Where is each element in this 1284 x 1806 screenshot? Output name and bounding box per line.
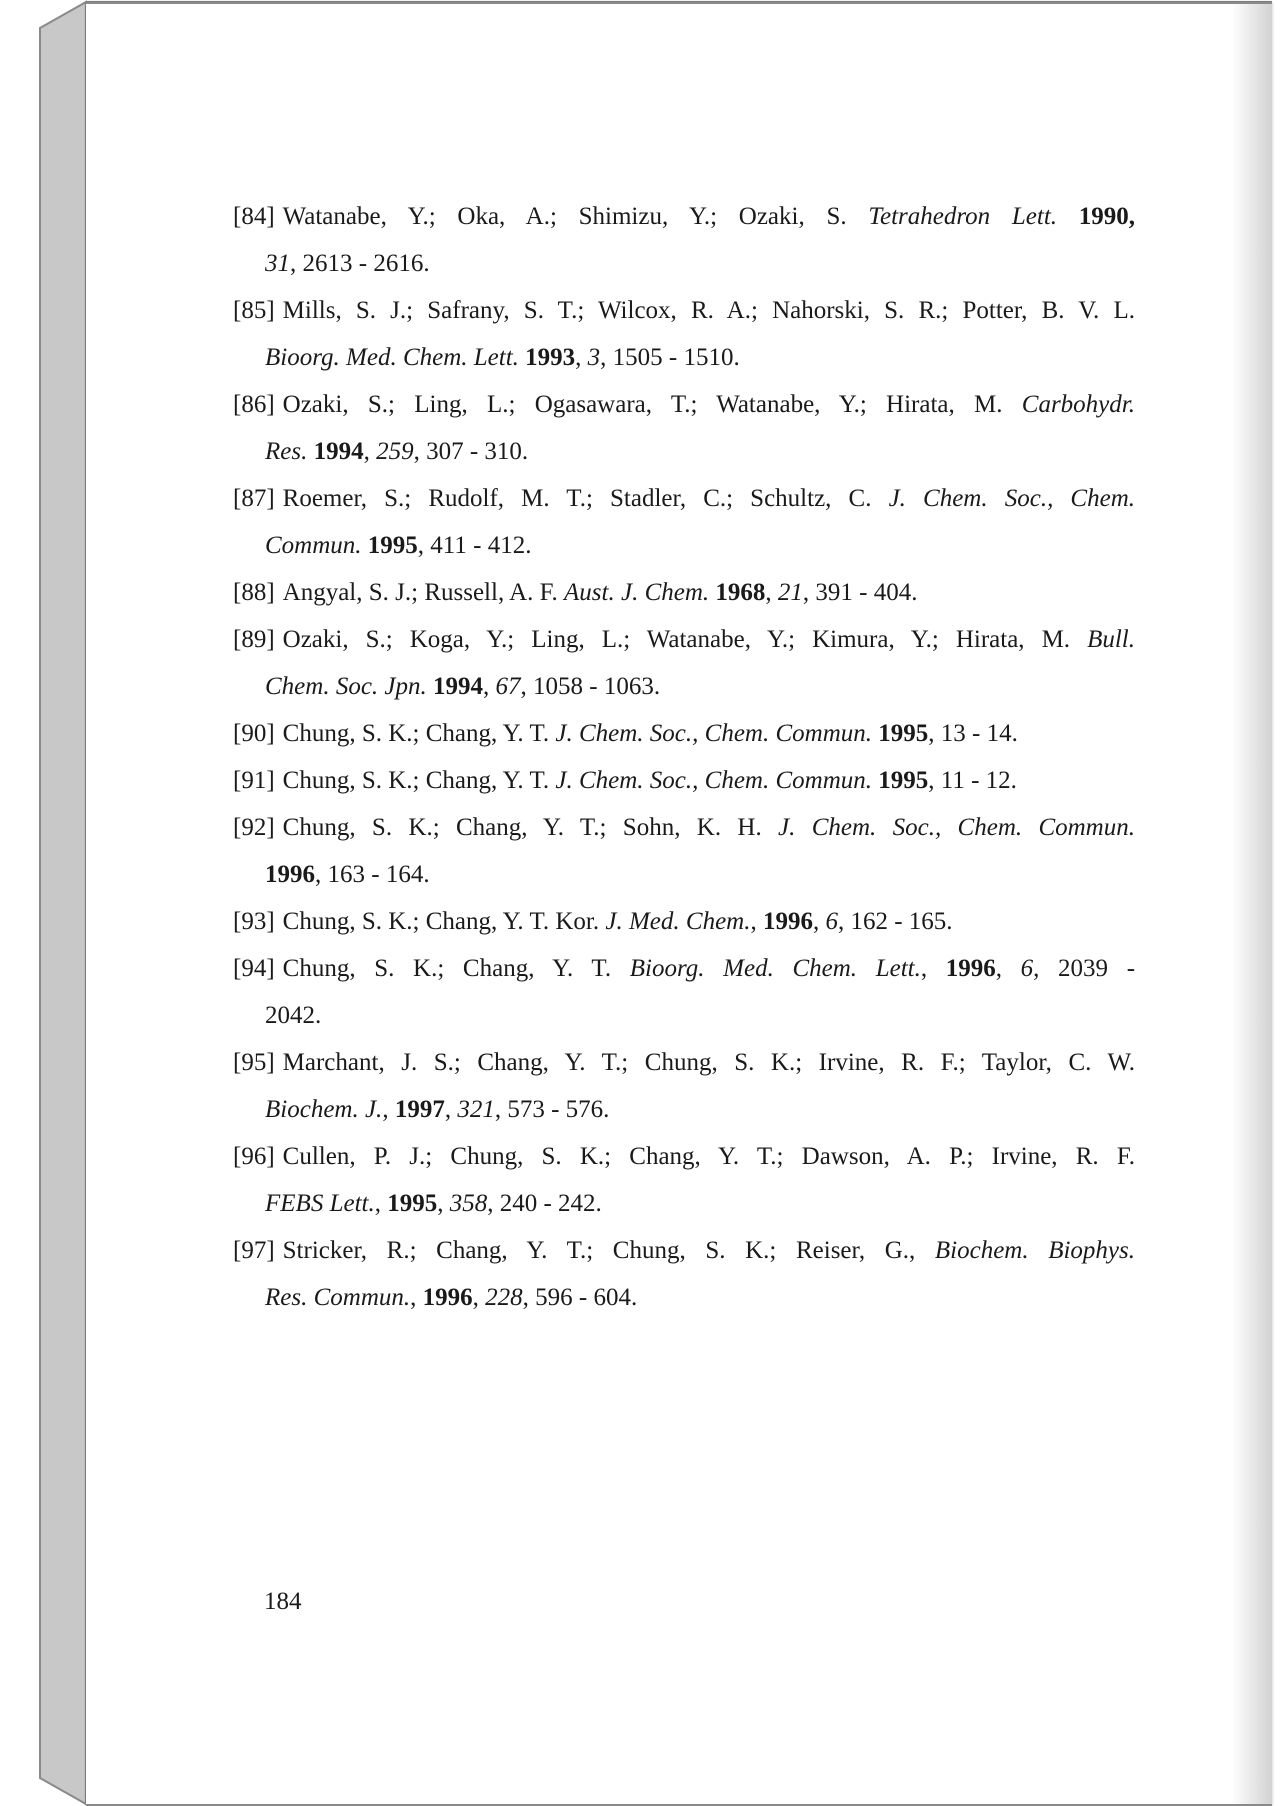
reference-line	[233, 1227, 1135, 1274]
reference-line	[233, 804, 1135, 851]
page-number: 184	[264, 1588, 302, 1615]
reference-line	[233, 616, 1135, 663]
reference-text: Stricker, R.; Chang, Y. T.; Chung, S. K.; Reiser, G.,	[282, 1237, 935, 1264]
journal-text: 321	[457, 1096, 495, 1123]
reference-line	[233, 663, 1135, 710]
journal-text: 228	[485, 1284, 523, 1311]
reference-number: [85]	[233, 297, 275, 324]
reference-text: Ozaki, S.; Koga, Y.; Ling, L.; Watanabe, Y.; Kimura, Y.; Hirata, M.	[282, 626, 1088, 653]
reference-text: ,	[995, 955, 1021, 982]
reference-line	[233, 757, 1135, 804]
reference-number: [84]	[233, 203, 275, 230]
reference-entry	[233, 710, 1135, 757]
journal-text: 67	[495, 673, 521, 700]
reference-entry	[233, 475, 1135, 569]
reference-entry	[233, 1227, 1135, 1321]
year-text: 1995	[367, 532, 418, 559]
reference-text: ,	[750, 908, 763, 935]
journal-text: J. Chem. Soc., Chem. Commun.	[555, 767, 873, 794]
year-text: 1994	[313, 438, 364, 465]
journal-text: Biochem. Biophys.	[934, 1237, 1135, 1264]
reference-line	[233, 334, 1135, 381]
journal-text: J. Chem. Soc., Chem.	[888, 485, 1136, 512]
reference-line	[233, 851, 1135, 898]
journal-text: Aust. J. Chem.	[564, 579, 710, 606]
reference-text: , 573 - 576.	[494, 1096, 610, 1123]
reference-line	[233, 428, 1135, 475]
reference-text: Chung, S. K.; Chang, Y. T.; Sohn, K. H.	[282, 814, 779, 841]
reference-text: ,	[410, 1284, 423, 1311]
journal-text: Commun.	[265, 532, 362, 559]
year-text: 1990,	[1078, 203, 1135, 230]
reference-text: Cullen, P. J.; Chung, S. K.; Chang, Y. T.; Dawson, A. P.; Irvine, R. F.	[282, 1143, 1135, 1170]
reference-text: Chung, S. K.; Chang, Y. T.	[282, 767, 556, 794]
reference-text: , 240 - 242.	[487, 1190, 602, 1217]
reference-line	[233, 945, 1135, 992]
reference-text: ,	[374, 1190, 388, 1217]
year-text: 1996	[265, 861, 315, 888]
reference-entry	[233, 193, 1135, 287]
reference-text: , 1505 - 1510.	[600, 344, 740, 371]
reference-line	[233, 898, 1135, 945]
reference-text: Chung, S. K.; Chang, Y. T.	[282, 955, 630, 982]
reference-line	[233, 522, 1135, 569]
reference-number: [89]	[233, 626, 275, 653]
journal-text: 21	[777, 579, 803, 606]
reference-line	[233, 1180, 1135, 1227]
reference-text: , 11 - 12.	[928, 767, 1017, 794]
reference-line	[233, 1086, 1135, 1133]
journal-text: Carbohydr.	[1021, 391, 1135, 418]
year-text: 1968	[715, 579, 766, 606]
journal-text: Chem. Soc. Jpn.	[265, 673, 427, 700]
reference-text: , 2039 -	[1033, 955, 1136, 982]
reference-entry	[233, 569, 1135, 616]
year-text: 1996	[762, 908, 813, 935]
reference-text: Chung, S. K.; Chang, Y. T. Kor.	[282, 908, 606, 935]
reference-number: [88]	[233, 579, 275, 606]
year-text: 1997	[394, 1096, 445, 1123]
year-text: 1994	[433, 673, 484, 700]
reference-number: [96]	[233, 1143, 275, 1170]
reference-line	[233, 381, 1135, 428]
reference-text: Angyal, S. J.; Russell, A. F.	[282, 579, 565, 606]
reference-line	[233, 193, 1135, 240]
journal-text: J. Chem. Soc., Chem. Commun.	[555, 720, 873, 747]
reference-text: , 13 - 14.	[928, 720, 1018, 747]
reference-line	[233, 1133, 1135, 1180]
journal-text: Res. Commun.	[265, 1284, 411, 1311]
reference-text: ,	[444, 1096, 458, 1123]
reference-text: Chung, S. K.; Chang, Y. T.	[282, 720, 556, 747]
reference-line	[233, 1274, 1135, 1321]
reference-text: , 162 - 165.	[837, 908, 953, 935]
journal-text: J. Med. Chem.	[605, 908, 751, 935]
reference-text: ,	[363, 438, 377, 465]
reference-text: , 307 - 310.	[413, 438, 529, 465]
year-text: 1995	[878, 767, 929, 794]
journal-text: 3	[587, 344, 601, 371]
reference-number: [97]	[233, 1237, 275, 1264]
journal-text: 259	[376, 438, 414, 465]
reference-entry	[233, 616, 1135, 710]
year-text: 1993	[525, 344, 576, 371]
year-text: 1995	[878, 720, 929, 747]
journal-text: Bioorg. Med. Chem. Lett.	[265, 344, 519, 371]
reference-line	[233, 992, 1135, 1039]
reference-number: [93]	[233, 908, 275, 935]
reference-text: , 596 - 604.	[522, 1284, 638, 1311]
journal-text: Bioorg. Med. Chem. Lett.	[629, 955, 921, 982]
reference-text: ,	[920, 955, 946, 982]
reference-text: ,	[472, 1284, 486, 1311]
reference-text: ,	[765, 579, 778, 606]
year-text: 1995	[387, 1190, 438, 1217]
reference-number: [90]	[233, 720, 275, 747]
reference-entry	[233, 1133, 1135, 1227]
reference-entry	[233, 804, 1135, 898]
journal-text: Res.	[265, 438, 308, 465]
year-text: 1996	[422, 1284, 473, 1311]
year-text: 1996	[945, 955, 996, 982]
reference-entry	[233, 381, 1135, 475]
reference-text: ,	[575, 344, 588, 371]
page-edge-shadow	[1232, 4, 1272, 1804]
journal-text: Tetrahedron Lett.	[868, 203, 1058, 230]
reference-number: [87]	[233, 485, 275, 512]
reference-entry	[233, 1039, 1135, 1133]
reference-number: [91]	[233, 767, 275, 794]
journal-text: J. Chem. Soc., Chem. Commun.	[778, 814, 1135, 841]
reference-text: Roemer, S.; Rudolf, M. T.; Stadler, C.; Schultz, C.	[282, 485, 889, 512]
reference-text: ,	[382, 1096, 395, 1123]
reference-text: Marchant, J. S.; Chang, Y. T.; Chung, S. K.; Irvine, R. F.; Taylor, C. W.	[282, 1049, 1135, 1076]
journal-text: FEBS Lett.	[265, 1190, 375, 1217]
reference-text: , 411 - 412.	[417, 532, 532, 559]
reference-text: ,	[483, 673, 496, 700]
reference-entry	[233, 945, 1135, 1039]
reference-text: , 391 - 404.	[802, 579, 918, 606]
reference-entry	[233, 287, 1135, 381]
reference-text: , 2613 - 2616.	[290, 250, 430, 277]
reference-list	[233, 193, 1135, 1321]
reference-entry	[233, 757, 1135, 804]
journal-text: Biochem. J.	[265, 1096, 383, 1123]
reference-number: [95]	[233, 1049, 275, 1076]
reference-line	[233, 287, 1135, 334]
reference-text	[1057, 203, 1079, 230]
reference-text: 2042.	[265, 1002, 322, 1029]
reference-line	[233, 710, 1135, 757]
reference-number: [94]	[233, 955, 275, 982]
reference-text: , 163 - 164.	[315, 861, 430, 888]
reference-number: [86]	[233, 391, 275, 418]
reference-text: Ozaki, S.; Ling, L.; Ogasawara, T.; Watanabe, Y.; Hirata, M.	[282, 391, 1022, 418]
reference-line	[233, 240, 1135, 287]
reference-line	[233, 475, 1135, 522]
reference-text: Mills, S. J.; Safrany, S. T.; Wilcox, R. A.; Nahorski, S. R.; Potter, B. V. L.	[282, 297, 1135, 324]
journal-text: 6	[1020, 955, 1034, 982]
reference-entry	[233, 898, 1135, 945]
reference-text: ,	[812, 908, 826, 935]
journal-text: 358	[449, 1190, 488, 1217]
reference-text: ,	[437, 1190, 450, 1217]
journal-text: 31	[265, 250, 290, 277]
reference-text: Watanabe, Y.; Oka, A.; Shimizu, Y.; Ozaki, S.	[282, 203, 869, 230]
reference-line	[233, 1039, 1135, 1086]
reference-number: [92]	[233, 814, 275, 841]
reference-line	[233, 569, 1135, 616]
journal-text: 6	[825, 908, 838, 935]
journal-text: Bull.	[1087, 626, 1135, 653]
reference-text: , 1058 - 1063.	[520, 673, 661, 700]
